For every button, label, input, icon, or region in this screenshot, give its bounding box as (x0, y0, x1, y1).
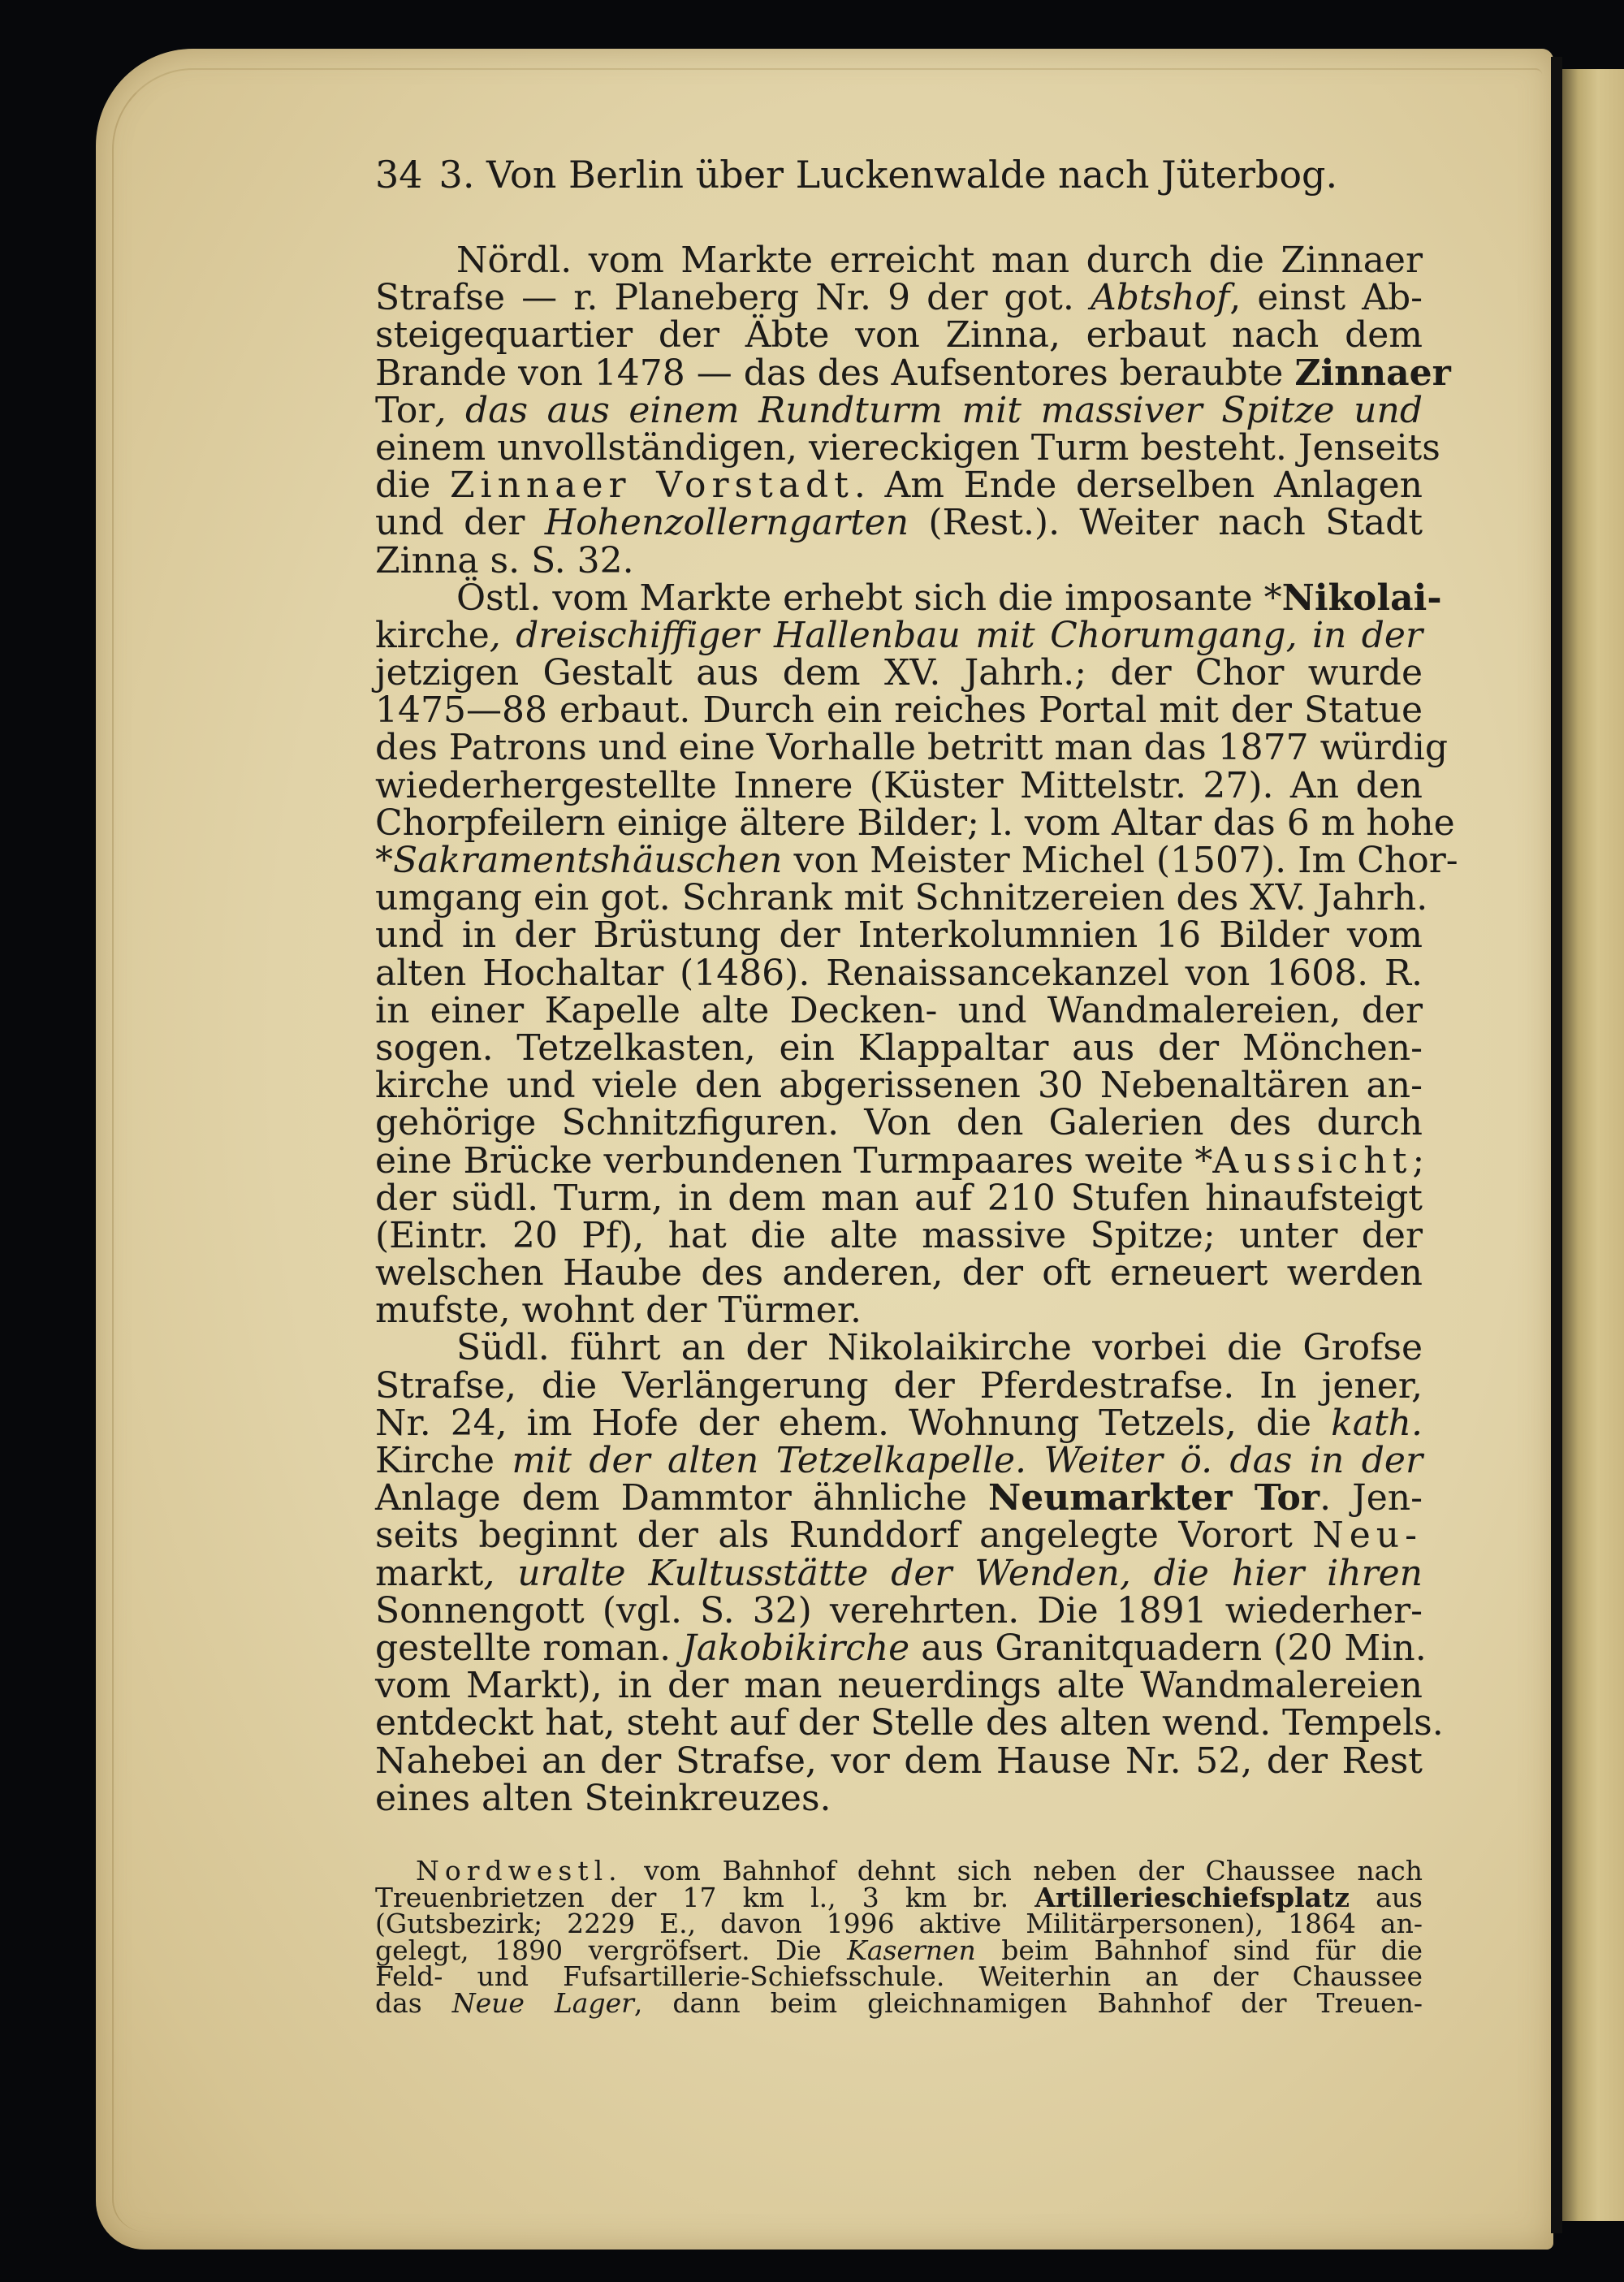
footnote (375, 1855, 1423, 2019)
line-text: Chorpfeilern einige ältere Bilder; l. vom Altar das 6 m hohe (375, 802, 1455, 844)
line-text: sogen. Tetzelkasten, ein Klappaltar aus der Mönchen- (375, 1026, 1423, 1069)
footnote-line-text: gelegt, 1890 vergröfsert. Die Kasernen beim Bahnhof sind für die (375, 1934, 1423, 1966)
text-line (375, 1177, 1423, 1219)
text-line (375, 352, 1451, 394)
text-line (375, 1477, 1423, 1519)
text-line (375, 1515, 1423, 1557)
line-text: und in der Brüstung der Interkolumnien 16 Bilder vom (375, 914, 1423, 957)
text-line (375, 465, 1423, 507)
emphasized-term: Jakobikirche (682, 1627, 910, 1669)
line-text: Strafse — r. Planeberg Nr. 9 der got. Abtshof, einst Ab- (375, 277, 1423, 319)
text-line (375, 539, 1423, 581)
text-line (375, 1139, 1425, 1182)
text-line (375, 389, 1423, 431)
line-text: entdeckt hat, steht auf der Stelle des alten wend. Tempels. (375, 1702, 1444, 1744)
page-number: 34 (375, 153, 423, 197)
text-line (375, 279, 1423, 317)
line-text: umgang ein got. Schrank mit Schnitzereien des XV. Jahrh. (375, 877, 1428, 919)
line-text: *Sakramentshäuschen von Meister Michel (1507). Im Chor- (375, 840, 1458, 881)
line-text: steigequartier der Äbte von Zinna, erbaut nach dem (375, 314, 1423, 357)
emphasized-term: Kasernen (847, 1934, 976, 1966)
line-text: die Zinnaer Vorstadt. Am Ende derselben Anlagen (375, 465, 1423, 507)
text-line (375, 242, 1423, 279)
text-line (375, 1667, 1423, 1705)
text-line (375, 614, 1423, 656)
line-text: Sonnengott (vgl. S. 32) verehrten. Die 1891 wiederher- (375, 1589, 1423, 1632)
text-line (375, 1364, 1423, 1407)
emphasized-term: kath. (1331, 1402, 1423, 1444)
text-line (375, 1740, 1423, 1782)
page-gutter (1551, 57, 1562, 2233)
body-text (375, 240, 1458, 1819)
emphasized-term: Neu- (1312, 1515, 1423, 1557)
text-line (375, 802, 1455, 844)
emphasized-term: Nikolai- (1281, 577, 1442, 619)
footnote-line (375, 1986, 1423, 2019)
line-text: gehörige Schnitzfiguren. Von den Galerien des durch (375, 1102, 1423, 1144)
line-text: 1475—88 erbaut. Durch ein reiches Portal mit der Statue (375, 689, 1423, 732)
line-text: seits beginnt der als Runddorf angelegte Vorort Neu- (375, 1515, 1423, 1557)
line-text: und der Hohenzollerngarten (Rest.). Weiter nach Stadt (375, 502, 1423, 544)
line-text: wiederhergestellte Innere (Küster Mittelstr. 27). An den (375, 764, 1423, 806)
text-line (375, 764, 1423, 806)
footnote-line-text: das Neue Lager, dann beim gleichnamigen Bahnhof der Treuen- (375, 1986, 1423, 2019)
text-line (375, 577, 1442, 619)
text-line (375, 952, 1423, 994)
line-text: kirche, dreischiffiger Hallenbau mit Chorumgang, in der (375, 614, 1423, 656)
line-text: alten Hochaltar (1486). Renaissancekanzel von 1608. R. (375, 952, 1423, 994)
text-line (375, 1065, 1423, 1107)
emphasized-term: Neue Lager (451, 1986, 634, 2019)
text-line (375, 1777, 1423, 1819)
line-text: Tor, das aus einem Rundturm mit massiver Spitze und (375, 389, 1423, 431)
line-text: markt, uralte Kultusstätte der Wenden, die hier ihren (375, 1552, 1423, 1594)
line-text: eine Brücke verbundenen Turmpaares weite *Aussicht; (375, 1139, 1425, 1182)
running-head (375, 146, 1431, 203)
text-line (375, 914, 1423, 957)
emphasized-term: , dreischiffiger Hallenbau mit Chorumgang, in der (489, 614, 1423, 656)
line-text: welschen Haube des anderen, der oft erneuert werden (375, 1252, 1423, 1294)
text-line (375, 1589, 1423, 1632)
text-line (375, 1402, 1423, 1444)
line-text: Zinna s. S. 32. (375, 539, 634, 581)
text-line (375, 314, 1423, 357)
footnote-line-text: (Gutsbezirk; 2229 E., davon 1996 aktive Militärpersonen), 1864 an- (375, 1908, 1423, 1939)
text-line (375, 652, 1423, 694)
emphasized-term: , das aus einem Rundturm mit massiver Spitze und (434, 389, 1423, 431)
emphasized-term: Neumarkter Tor (988, 1477, 1320, 1519)
footnote-line-text: Feld- und Fufsartillerie-Schiefsschule. Weiterhin an der Chaussee (375, 1960, 1423, 1992)
line-text: jetzigen Gestalt aus dem XV. Jahrh.; der Chor wurde (375, 652, 1423, 694)
line-text: Östl. vom Markte erhebt sich die imposante *Nikolai- (456, 577, 1442, 619)
emphasized-term: Abtshof (1090, 277, 1230, 319)
emphasized-term: Zinnaer Vorstadt (449, 465, 854, 507)
emphasized-term: Sakramentshäuschen (393, 840, 783, 881)
text-line (375, 1252, 1423, 1294)
line-text: kirche und viele den abgerissenen 30 Nebenaltären an- (375, 1065, 1423, 1107)
text-line (375, 989, 1423, 1031)
text-line (375, 504, 1423, 542)
text-line (375, 877, 1428, 919)
emphasized-term: Nordwestl. (416, 1855, 623, 1887)
line-text: des Patrons und eine Vorhalle betritt man das 1877 würdig (375, 727, 1449, 769)
next-page-edge (1559, 69, 1624, 2221)
text-line (375, 1214, 1423, 1256)
line-text: Brande von 1478 — das des Aufsentores beraubte Zinnaer (375, 352, 1451, 394)
text-line (375, 727, 1449, 769)
text-line (375, 1026, 1423, 1069)
line-text: eines alten Steinkreuzes. (375, 1777, 831, 1819)
line-text: Nr. 24, im Hofe der ehem. Wohnung Tetzels, die kath. (375, 1402, 1423, 1444)
line-text: mufste, wohnt der Türmer. (375, 1290, 862, 1332)
text-line (375, 1627, 1427, 1669)
line-text: der südl. Turm, in dem man auf 210 Stufen hinaufsteigt (375, 1177, 1423, 1219)
line-text: Kirche mit der alten Tetzelkapelle. Weiter ö. das in der (375, 1440, 1423, 1481)
emphasized-term: Zinnaer (1294, 352, 1451, 394)
line-text: (Eintr. 20 Pf), hat die alte massive Spitze; unter der (375, 1214, 1423, 1256)
text-line (375, 1702, 1444, 1744)
text-line (375, 840, 1458, 881)
line-text: vom Markt), in der man neuerdings alte Wandmalereien (375, 1665, 1423, 1707)
text-line (375, 426, 1440, 469)
chapter-title: 3. Von Berlin über Luckenwalde nach Jüterbog. (438, 153, 1338, 197)
footnote-line-text: Nordwestl. vom Bahnhof dehnt sich neben der Chaussee nach (416, 1855, 1423, 1887)
text-line (375, 689, 1423, 732)
line-text: Nördl. vom Markte erreicht man durch die Zinnaer (456, 240, 1423, 281)
text-line (375, 1290, 1423, 1332)
line-text: Anlage dem Dammtor ähnliche Neumarkter Tor. Jen- (375, 1477, 1423, 1519)
text-line (375, 1104, 1423, 1142)
line-text: einem unvollständigen, viereckigen Turm besteht. Jenseits (375, 426, 1440, 469)
emphasized-term: Artillerieschiefsplatz (1034, 1881, 1350, 1913)
emphasized-term: Hohenzollerngarten (544, 502, 909, 544)
emphasized-term: mit der alten Tetzelkapelle. Weiter ö. das in der (495, 1440, 1423, 1481)
text-line (375, 1329, 1423, 1367)
emphasized-term: , uralte Kultusstätte der Wenden, die hier ihren (483, 1552, 1423, 1594)
footnote-line-text: Treuenbrietzen der 17 km l., 3 km br. Artillerieschiefsplatz aus (375, 1881, 1423, 1913)
text-line (375, 1442, 1423, 1480)
line-text: gestellte roman. Jakobikirche aus Granitquadern (20 Min. (375, 1627, 1427, 1669)
line-text: in einer Kapelle alte Decken- und Wandmalereien, der (375, 989, 1423, 1031)
emphasized-term: Aussicht (1212, 1139, 1413, 1182)
line-text: Nahebei an der Strafse, vor dem Hause Nr. 52, der Rest (375, 1740, 1423, 1782)
line-text: Südl. führt an der Nikolaikirche vorbei die Grofse (456, 1327, 1423, 1369)
line-text: Strafse, die Verlängerung der Pferdestrafse. In jener, (375, 1364, 1423, 1407)
text-line (375, 1552, 1423, 1594)
